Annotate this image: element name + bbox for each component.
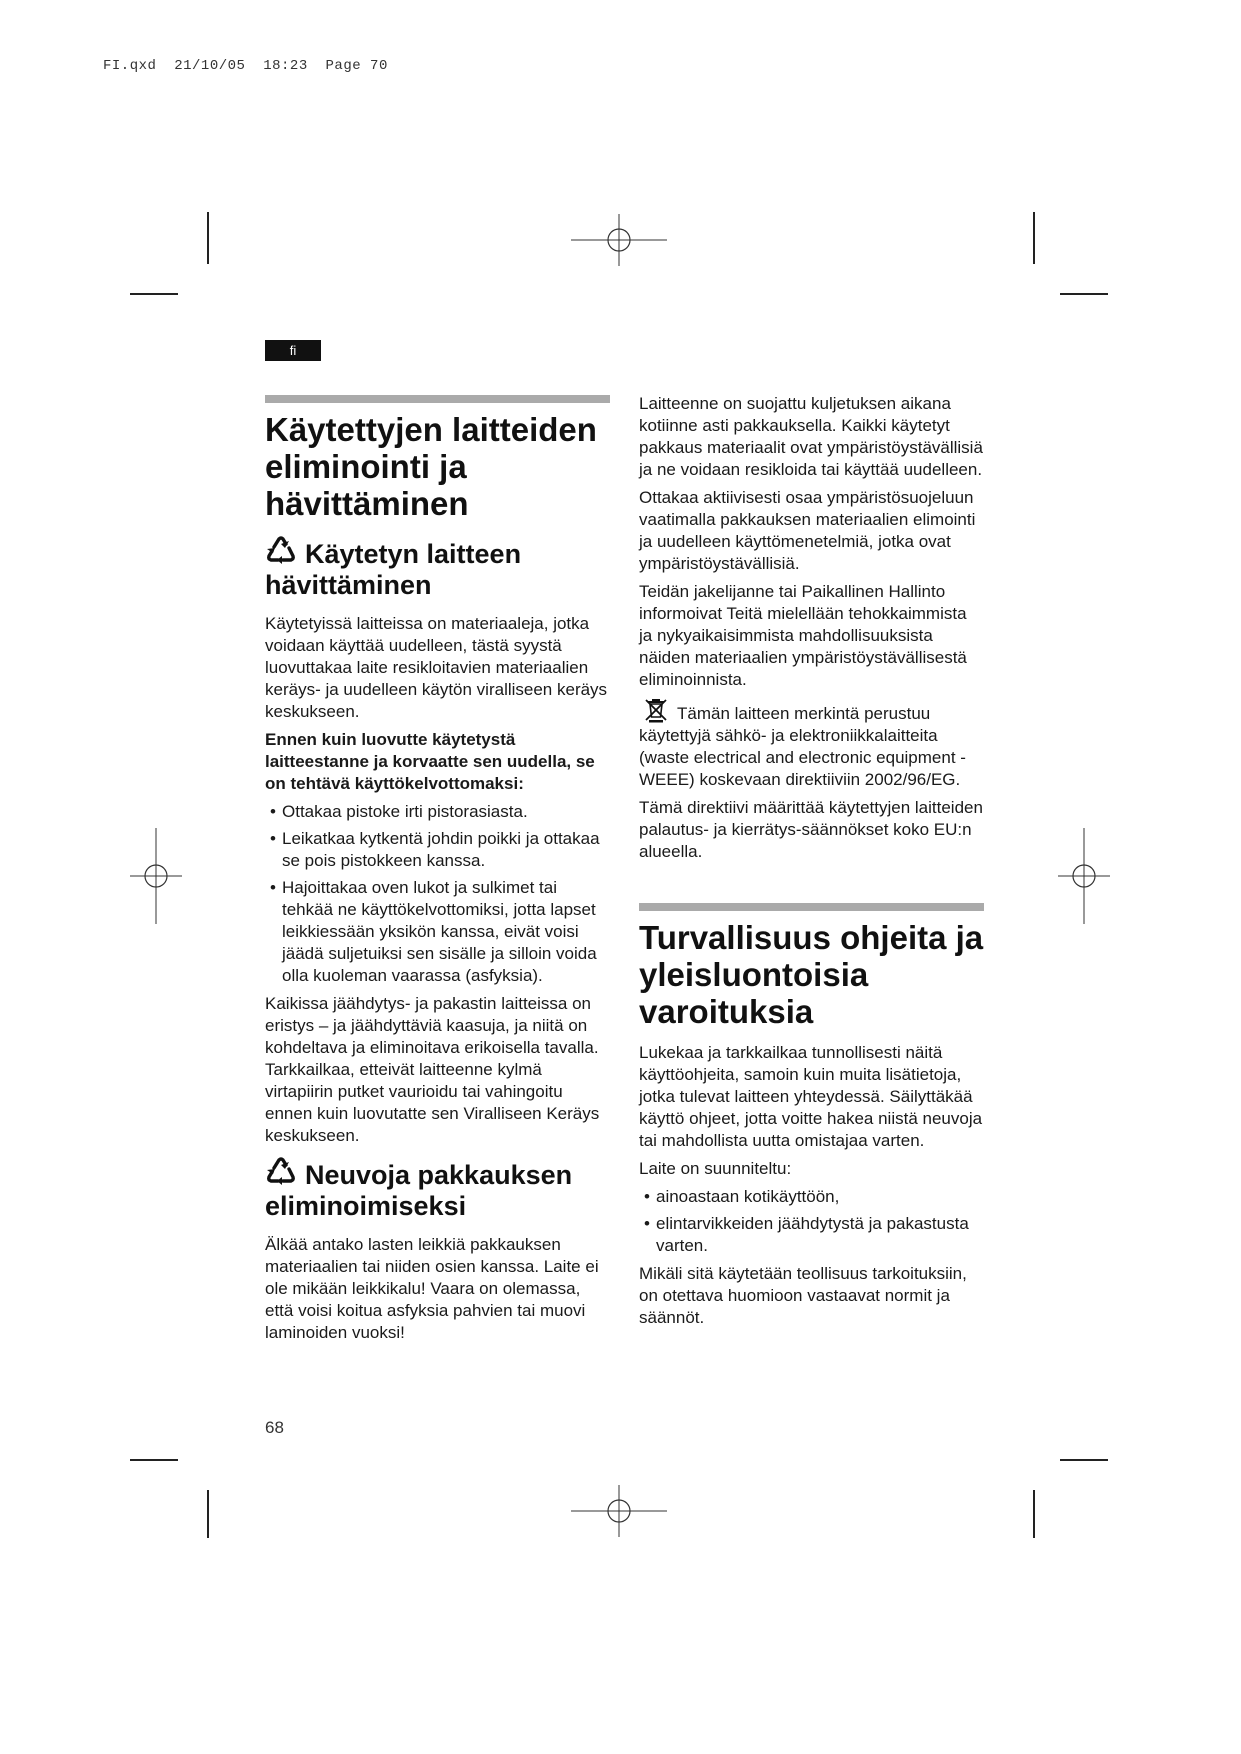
list-item: • Ottakaa pistoke irti pistorasiasta. — [265, 801, 610, 823]
section-rule — [265, 395, 610, 403]
paragraph: Mikäli sitä käytetään teollisuus tarkoituksiin, on otettava huomioon vastaavat normit ja säännöt. — [639, 1264, 967, 1327]
bullet-list — [265, 801, 610, 987]
section-heading-used-appliance — [265, 534, 610, 601]
weee-text: Tämän laitteen merkintä perustuu käytettyjä sähkö- ja elektroniikkalaitteita (waste electrical and electronic equipment - WEEE) koskevaan direktiiviin 2002/96/EG. — [639, 704, 966, 789]
crop-mark — [1060, 293, 1108, 295]
recycle-icon — [265, 534, 297, 566]
paragraph: Käytetyissä laitteissa on materiaaleja, jotka voidaan käyttää uudelleen, tästä syystä luovuttakaa laite resikloitavien materiaalien keräys- ja uudelleen käytön viralliseen keräys keskukseen. — [265, 614, 608, 721]
registration-mark — [130, 828, 182, 924]
crop-mark — [130, 293, 178, 295]
crop-mark — [1060, 1459, 1108, 1461]
crop-mark — [130, 1459, 178, 1461]
paragraph: Teidän jakelijanne tai Paikallinen Hallinto informoivat Teitä mielellään tehokkaimmista ja nykyaikaisimmista mahdollisuuksista näiden materiaalien ympäristöystävällisestä eliminoinnista. — [639, 582, 967, 689]
section-heading-text: Käytetyn laitteen hävittäminen — [265, 539, 522, 600]
weee-paragraph — [639, 697, 984, 791]
main-heading: Käytettyjen laitteiden eliminointi ja hävittäminen — [265, 411, 597, 522]
crop-mark — [1033, 212, 1035, 264]
list-item: • elintarvikkeiden jäähdytystä ja pakastusta varten. — [639, 1213, 984, 1257]
print-slug-line: FI.qxd 21/10/05 18:23 Page 70 — [103, 58, 388, 74]
registration-mark — [1058, 828, 1110, 924]
weee-bin-icon — [643, 697, 669, 723]
list-item: • Leikatkaa kytkentä johdin poikki ja ottakaa se pois pistokkeen kanssa. — [265, 828, 610, 872]
left-column — [265, 395, 610, 1350]
right-column — [639, 393, 984, 1335]
registration-mark — [571, 1485, 667, 1537]
section-rule — [639, 903, 984, 911]
paragraph: Lukekaa ja tarkkailkaa tunnollisesti näitä käyttöohjeita, samoin kuin muita lisätietoja, jotka tulevat laitteen yhteydessä. Säilyttäkää käyttö ohjeet, jotta voitte hakea niistä neuvoja tai mahdollista uutta omistajaa varten. — [639, 1043, 983, 1150]
bold-paragraph: Ennen kuin luovutte käytetystä laitteestanne ja korvaatte sen uudella, se on tehtävä käyttökelvottomaksi: — [265, 730, 595, 793]
paragraph: Laite on suunniteltu: — [639, 1159, 792, 1178]
paragraph: Älkää antako lasten leikkiä pakkauksen materiaalien tai niiden osien kanssa. Laite ei ole mikään leikkikalu! Vaara on olemassa, että voisi koitua asfyksia pahvien tai muovi laminoiden vuoksi! — [265, 1235, 599, 1342]
safety-heading: Turvallisuus ohjeita ja yleisluontoisia varoituksia — [639, 919, 984, 1030]
paragraph: Kaikissa jäähdytys- ja pakastin laitteissa on eristys – ja jäähdyttäviä kaasuja, ja niitä on kohdeltava ja eliminoitava erikoisella tavalla. Tarkkailkaa, etteivät laitteenne kylmä virtapiirin putket vaurioidu tai vahingoitu ennen kuin luovutatte sen Viralliseen Keräys keskukseen. — [265, 994, 600, 1145]
bullet-list — [639, 1186, 984, 1257]
crop-mark — [207, 1490, 209, 1538]
list-item: • Hajoittakaa oven lukot ja sulkimet tai tehkää ne käyttökelvottomiksi, jotta lapset leikkiessään yksikön kanssa, eivät voisi jäädä suljetuiksi sen sisälle ja silloin voida olla kuoleman vaarassa (asfyksia). — [265, 877, 610, 987]
section-heading-packaging — [265, 1155, 610, 1222]
list-item: • ainoastaan kotikäyttöön, — [639, 1186, 984, 1208]
paragraph: Laitteenne on suojattu kuljetuksen aikana kotiinne asti pakkauksella. Kaikki käytetyt pakkaus materiaalit ovat ympäristöystävällisiä ja ne voidaan resikloida tai käyttää uudelleen. — [639, 394, 983, 479]
paragraph: Tämä direktiivi määrittää käytettyjen laitteiden palautus- ja kierrätys-säännökset koko EU:n alueella. — [639, 798, 983, 861]
registration-mark — [571, 214, 667, 266]
section-heading-text: Neuvoja pakkauksen eliminoimiseksi — [265, 1160, 573, 1221]
crop-mark — [1033, 1490, 1035, 1538]
paragraph: Ottakaa aktiivisesti osaa ympäristösuojeluun vaatimalla pakkauksen materiaalien elimointi ja uudelleen käyttömenetelmiä, jotka ovat ympäristöystävällisiä. — [639, 488, 976, 573]
language-badge: fi — [265, 340, 321, 361]
page-number: 68 — [265, 1418, 284, 1437]
recycle-icon — [265, 1155, 297, 1187]
crop-mark — [207, 212, 209, 264]
